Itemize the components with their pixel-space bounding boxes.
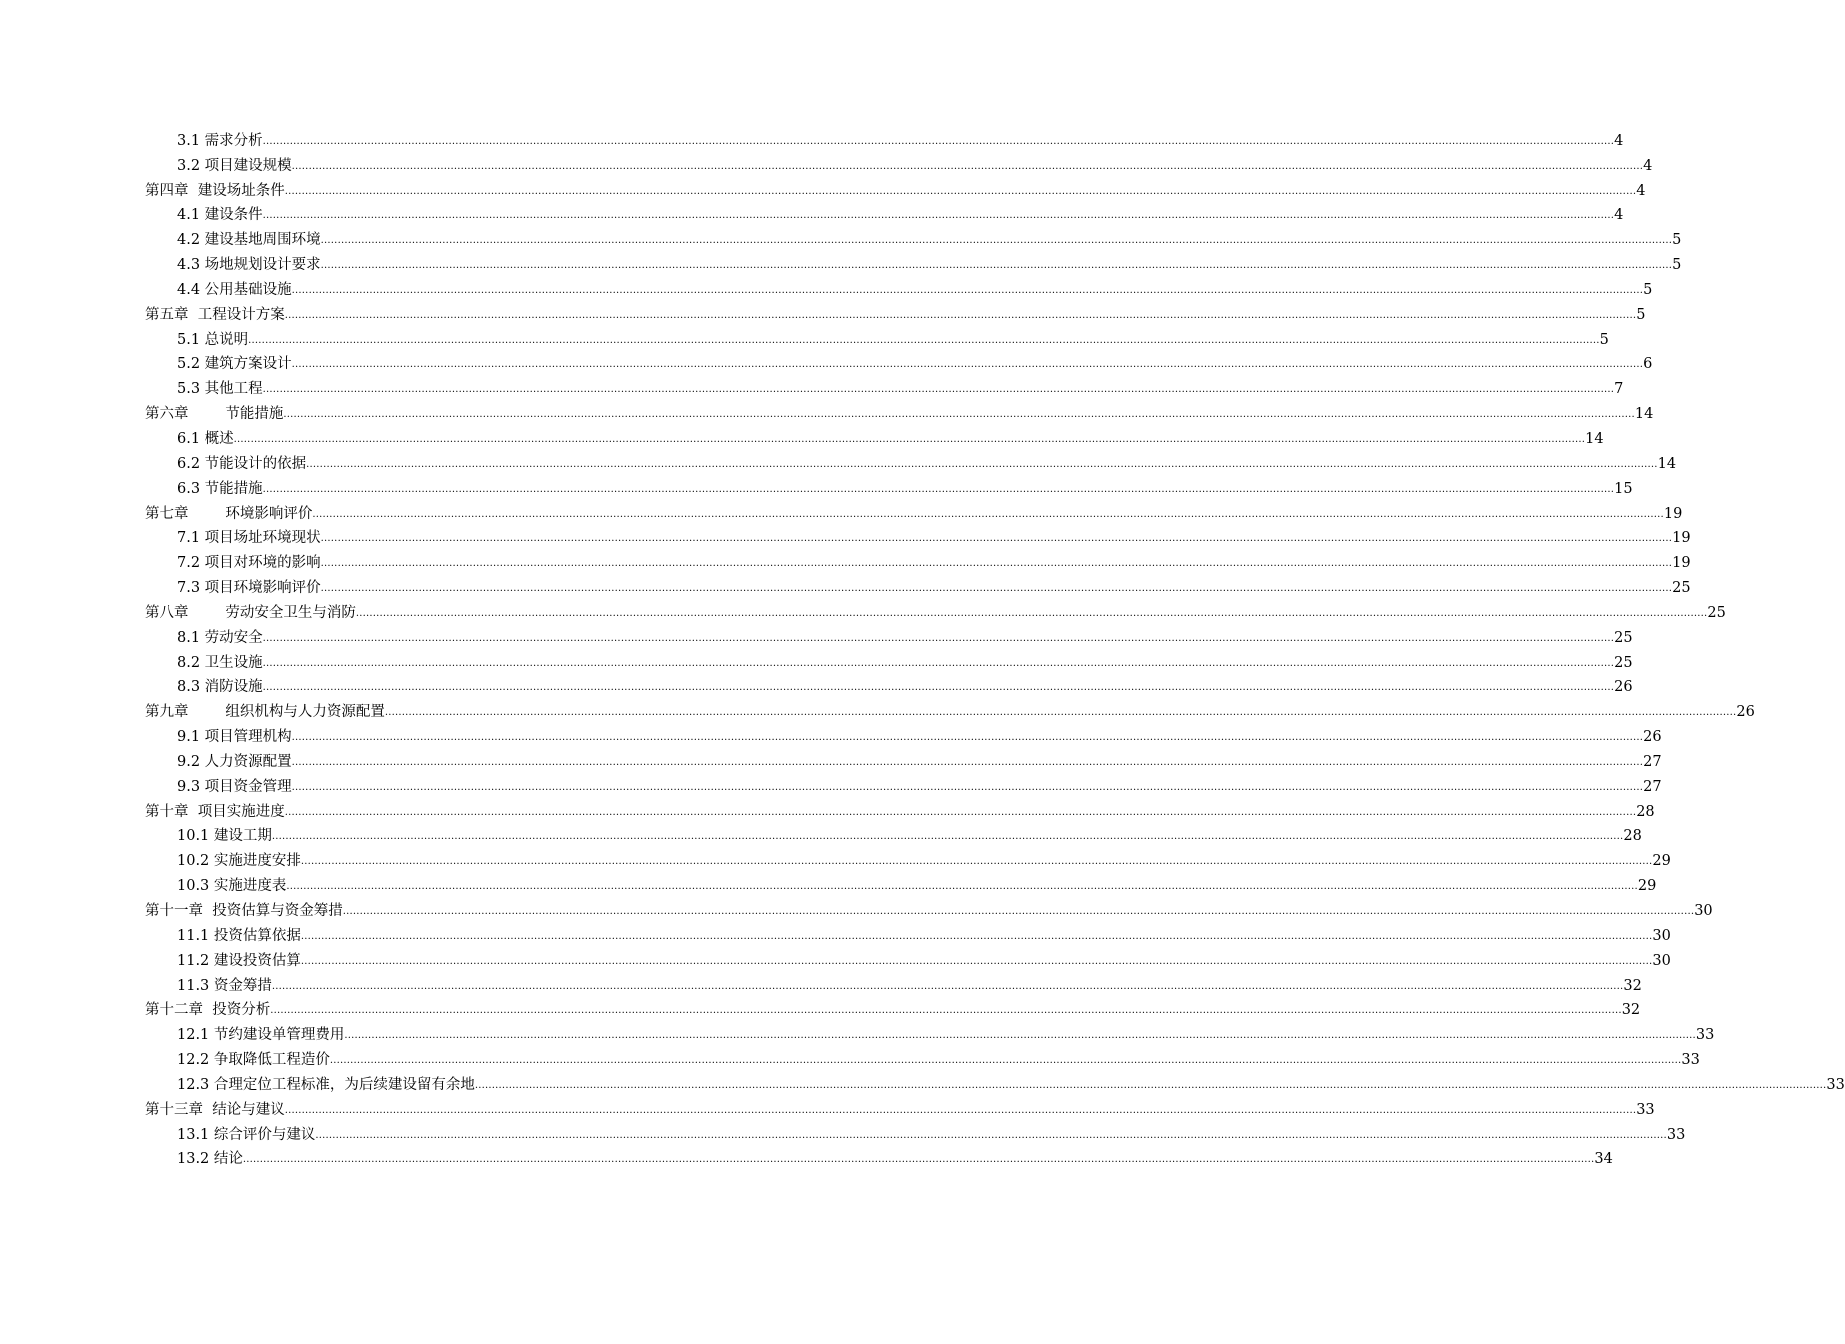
toc-page-number: 14 — [1634, 406, 1654, 423]
toc-entry-title: 8.1 劳动安全 — [177, 629, 263, 646]
toc-page-number: 29 — [1637, 878, 1657, 895]
toc-dot-leader: ................................................................................................................................................................................................................................................................................................................................................................................................................ — [233, 433, 1586, 445]
toc-page-number: 5 — [1643, 281, 1653, 298]
toc-dot-leader: ................................................................................................................................................................................................................................................................................................................................................................................................................ — [284, 309, 1637, 321]
toc-section-entry[interactable] — [145, 373, 1624, 398]
toc-dot-leader: ................................................................................................................................................................................................................................................................................................................................................................................................................ — [262, 632, 1615, 644]
toc-section-entry[interactable] — [145, 845, 1671, 870]
toc-chapter-entry[interactable] — [145, 1094, 1655, 1119]
toc-page-number: 33 — [1636, 1101, 1655, 1118]
toc-section-entry[interactable] — [145, 125, 1624, 150]
toc-dot-leader: ................................................................................................................................................................................................................................................................................................................................................................................................................ — [300, 930, 1653, 942]
toc-entry-title: 第八章 劳动安全卫生与消防 — [145, 604, 356, 621]
toc-dot-leader: ................................................................................................................................................................................................................................................................................................................................................................................................................ — [262, 384, 1615, 396]
toc-entry-title: 第九章 组织机构与人力资源配置 — [145, 704, 385, 721]
toc-page-number: 25 — [1672, 580, 1691, 597]
toc-page-number: 27 — [1643, 778, 1662, 795]
toc-page-number: 19 — [1672, 555, 1691, 572]
toc-chapter-entry[interactable] — [145, 597, 1726, 622]
toc-section-entry[interactable] — [145, 448, 1677, 473]
toc-dot-leader: ................................................................................................................................................................................................................................................................................................................................................................................................................ — [312, 508, 1664, 520]
toc-entry-title: 10.2 实施进度安排 — [177, 853, 301, 870]
toc-entry-title: 第四章 建设场址条件 — [145, 182, 285, 199]
toc-dot-leader: ................................................................................................................................................................................................................................................................................................................................................................................................................ — [320, 235, 1673, 247]
toc-chapter-entry[interactable] — [145, 299, 1646, 324]
toc-entry-title: 13.2 结论 — [177, 1151, 243, 1168]
toc-dot-leader: ................................................................................................................................................................................................................................................................................................................................................................................................................ — [270, 1005, 1622, 1017]
toc-page-number: 28 — [1636, 803, 1655, 820]
toc-page-number: 26 — [1614, 679, 1633, 696]
toc-page-number: 14 — [1657, 455, 1677, 472]
toc-page-number: 4 — [1643, 157, 1653, 174]
toc-dot-leader: ................................................................................................................................................................................................................................................................................................................................................................................................................ — [284, 185, 1637, 197]
toc-dot-leader: ................................................................................................................................................................................................................................................................................................................................................................................................................ — [291, 732, 1644, 744]
toc-page-number: 30 — [1694, 903, 1713, 919]
toc-dot-leader: ................................................................................................................................................................................................................................................................................................................................................................................................................ — [300, 955, 1653, 967]
toc-section-entry[interactable] — [145, 1044, 1700, 1069]
toc-dot-leader: ................................................................................................................................................................................................................................................................................................................................................................................................................ — [291, 359, 1644, 371]
toc-entry-title: 9.2 人力资源配置 — [177, 753, 292, 770]
toc-entry-title: 第十二章 投资分析 — [145, 1002, 271, 1019]
toc-section-entry[interactable] — [145, 274, 1653, 299]
toc-section-entry[interactable] — [145, 771, 1662, 796]
toc-page-number: 33 — [1681, 1052, 1700, 1069]
toc-chapter-entry[interactable] — [145, 498, 1683, 523]
toc-entry-title: 第七章 环境影响评价 — [145, 505, 313, 522]
toc-section-entry[interactable] — [145, 970, 1642, 995]
toc-section-entry[interactable] — [145, 547, 1691, 572]
toc-entry-title: 7.3 项目环境影响评价 — [177, 580, 321, 597]
toc-entry-title: 第六章 节能措施 — [145, 406, 284, 423]
toc-chapter-entry[interactable] — [145, 696, 1755, 721]
toc-entry-title: 6.2 节能设计的依据 — [177, 455, 307, 472]
toc-entry-title: 5.3 其他工程 — [177, 381, 263, 398]
toc-entry-title: 8.3 消防设施 — [177, 679, 263, 696]
toc-section-entry[interactable] — [145, 572, 1691, 597]
toc-page-number: 29 — [1652, 853, 1671, 870]
toc-entry-title: 7.1 项目场址环境现状 — [177, 530, 321, 547]
toc-entry-title: 5.2 建筑方案设计 — [177, 356, 292, 373]
toc-entry-title: 9.3 项目资金管理 — [177, 778, 292, 795]
toc-entry-title: 第十一章 投资估算与资金筹措 — [145, 903, 343, 919]
toc-dot-leader: ................................................................................................................................................................................................................................................................................................................................................................................................................ — [284, 806, 1637, 818]
toc-dot-leader: ................................................................................................................................................................................................................................................................................................................................................................................................................ — [271, 831, 1624, 843]
toc-section-entry[interactable] — [145, 349, 1653, 374]
toc-chapter-entry[interactable] — [145, 796, 1655, 821]
toc-section-entry[interactable] — [145, 1069, 1845, 1094]
toc-section-entry[interactable] — [145, 647, 1633, 672]
toc-section-entry[interactable] — [145, 1144, 1613, 1169]
toc-page-number: 4 — [1636, 182, 1646, 199]
toc-page-number: 19 — [1663, 505, 1683, 522]
toc-dot-leader: ................................................................................................................................................................................................................................................................................................................................................................................................................ — [262, 682, 1615, 694]
toc-dot-leader: ................................................................................................................................................................................................................................................................................................................................................................................................................ — [242, 1154, 1595, 1166]
toc-dot-leader: ................................................................................................................................................................................................................................................................................................................................................................................................................ — [329, 1055, 1682, 1067]
toc-entry-title: 8.2 卫生设施 — [177, 654, 263, 671]
toc-entry-title: 10.1 建设工期 — [177, 828, 272, 845]
toc-dot-leader: ................................................................................................................................................................................................................................................................................................................................................................................................................ — [291, 160, 1644, 172]
toc-dot-leader: ................................................................................................................................................................................................................................................................................................................................................................................................................ — [291, 284, 1644, 296]
toc-page-number: 33 — [1695, 1027, 1715, 1044]
toc-page-number: 4 — [1614, 207, 1624, 224]
toc-page-number: 30 — [1652, 952, 1671, 969]
toc-entry-title: 13.1 综合评价与建议 — [177, 1126, 316, 1143]
toc-dot-leader: ................................................................................................................................................................................................................................................................................................................................................................................................................ — [291, 756, 1644, 768]
toc-dot-leader: ................................................................................................................................................................................................................................................................................................................................................................................................................ — [262, 657, 1615, 669]
toc-page-number: 5 — [1672, 232, 1682, 249]
toc-section-entry[interactable] — [145, 1019, 1715, 1044]
toc-dot-leader: ................................................................................................................................................................................................................................................................................................................................................................................................................ — [344, 1030, 1696, 1042]
toc-page-number: 15 — [1614, 480, 1633, 497]
toc-section-entry[interactable] — [145, 249, 1682, 274]
toc-page-number: 33 — [1666, 1126, 1686, 1143]
toc-dot-leader: ................................................................................................................................................................................................................................................................................................................................................................................................................ — [283, 409, 1635, 421]
toc-entry-title: 11.2 建设投资估算 — [177, 952, 301, 969]
toc-section-entry[interactable] — [145, 672, 1633, 697]
toc-dot-leader: ................................................................................................................................................................................................................................................................................................................................................................................................................ — [271, 980, 1624, 992]
toc-dot-leader: ................................................................................................................................................................................................................................................................................................................................................................................................................ — [262, 483, 1615, 495]
toc-section-entry[interactable] — [145, 224, 1682, 249]
toc-entry-title: 6.1 概述 — [177, 430, 234, 447]
toc-section-entry[interactable] — [145, 473, 1633, 498]
toc-section-entry[interactable] — [145, 523, 1691, 548]
toc-section-entry[interactable] — [145, 423, 1604, 448]
toc-page-number: 34 — [1594, 1151, 1613, 1168]
toc-entry-title: 7.2 项目对环境的影响 — [177, 555, 321, 572]
toc-page-number: 26 — [1643, 729, 1662, 746]
toc-entry-title: 6.3 节能措施 — [177, 480, 263, 497]
toc-entry-title: 11.1 投资估算依据 — [177, 927, 301, 944]
toc-dot-leader: ................................................................................................................................................................................................................................................................................................................................................................................................................ — [474, 1079, 1827, 1091]
toc-page-number: 32 — [1621, 1002, 1641, 1019]
toc-dot-leader: ................................................................................................................................................................................................................................................................................................................................................................................................................ — [384, 707, 1737, 719]
toc-page-number: 19 — [1672, 530, 1691, 547]
toc-dot-leader: ................................................................................................................................................................................................................................................................................................................................................................................................................ — [262, 135, 1615, 147]
toc-page-number: 7 — [1614, 381, 1624, 398]
toc-dot-leader: ................................................................................................................................................................................................................................................................................................................................................................................................................ — [291, 781, 1644, 793]
table-of-contents — [145, 125, 1845, 1168]
toc-entry-title: 12.2 争取降低工程造价 — [177, 1052, 330, 1069]
toc-chapter-entry[interactable] — [145, 175, 1646, 200]
toc-entry-title: 9.1 项目管理机构 — [177, 729, 292, 746]
toc-dot-leader: ................................................................................................................................................................................................................................................................................................................................................................................................................ — [262, 210, 1615, 222]
toc-dot-leader: ................................................................................................................................................................................................................................................................................................................................................................................................................ — [320, 260, 1673, 272]
toc-page-number: 25 — [1614, 629, 1633, 646]
toc-page-number: 6 — [1643, 356, 1653, 373]
toc-dot-leader: ................................................................................................................................................................................................................................................................................................................................................................................................................ — [286, 881, 1638, 893]
toc-page-number: 27 — [1643, 753, 1662, 770]
toc-entry-title: 第五章 工程设计方案 — [145, 306, 285, 323]
toc-page-number: 32 — [1623, 977, 1642, 994]
toc-page-number: 33 — [1826, 1076, 1845, 1093]
toc-dot-leader: ................................................................................................................................................................................................................................................................................................................................................................................................................ — [248, 334, 1600, 346]
toc-dot-leader: ................................................................................................................................................................................................................................................................................................................................................................................................................ — [355, 607, 1708, 619]
toc-section-entry[interactable] — [145, 945, 1671, 970]
toc-section-entry[interactable] — [145, 721, 1662, 746]
toc-dot-leader: ................................................................................................................................................................................................................................................................................................................................................................................................................ — [320, 533, 1673, 545]
toc-dot-leader: ................................................................................................................................................................................................................................................................................................................................................................................................................ — [315, 1129, 1667, 1141]
toc-page-number: 30 — [1652, 927, 1671, 944]
toc-chapter-entry[interactable] — [145, 398, 1654, 423]
toc-entry-title: 4.2 建设基地周围环境 — [177, 232, 321, 249]
toc-section-entry[interactable] — [145, 622, 1633, 647]
toc-section-entry[interactable] — [145, 746, 1662, 771]
toc-page-number: 4 — [1614, 132, 1624, 149]
toc-dot-leader: ................................................................................................................................................................................................................................................................................................................................................................................................................ — [320, 583, 1673, 595]
toc-dot-leader: ................................................................................................................................................................................................................................................................................................................................................................................................................ — [342, 906, 1695, 917]
toc-entry-title: 11.3 资金筹措 — [177, 977, 272, 994]
toc-section-entry[interactable] — [145, 150, 1653, 175]
toc-page-number: 5 — [1599, 331, 1609, 348]
toc-dot-leader: ................................................................................................................................................................................................................................................................................................................................................................................................................ — [284, 1104, 1637, 1116]
toc-dot-leader: ................................................................................................................................................................................................................................................................................................................................................................................................................ — [306, 458, 1658, 470]
toc-section-entry[interactable] — [145, 821, 1642, 846]
toc-page-number: 25 — [1614, 654, 1633, 671]
toc-entry-title: 第十章 项目实施进度 — [145, 803, 285, 820]
toc-dot-leader: ................................................................................................................................................................................................................................................................................................................................................................................................................ — [320, 558, 1673, 570]
toc-entry-title: 10.3 实施进度表 — [177, 878, 287, 895]
toc-entry-title: 12.1 节约建设单管理费用 — [177, 1027, 345, 1044]
toc-entry-title: 3.1 需求分析 — [177, 132, 263, 149]
toc-page-number: 28 — [1623, 828, 1642, 845]
toc-entry-title: 3.2 项目建设规模 — [177, 157, 292, 174]
toc-section-entry[interactable] — [145, 324, 1609, 349]
toc-section-entry[interactable] — [145, 200, 1624, 225]
toc-section-entry[interactable] — [145, 1119, 1686, 1144]
toc-chapter-entry[interactable] — [145, 895, 1713, 920]
toc-entry-title: 4.4 公用基础设施 — [177, 281, 292, 298]
toc-entry-title: 第十三章 结论与建议 — [145, 1101, 285, 1118]
toc-chapter-entry[interactable] — [145, 995, 1641, 1020]
toc-page-number: 25 — [1707, 604, 1726, 621]
toc-section-entry[interactable] — [145, 920, 1671, 945]
toc-entry-title: 4.3 场地规划设计要求 — [177, 257, 321, 274]
toc-entry-title: 12.3 合理定位工程标准，为后续建设留有余地 — [177, 1076, 475, 1093]
toc-entry-title: 5.1 总说明 — [177, 331, 249, 348]
toc-section-entry[interactable] — [145, 870, 1657, 895]
toc-page-number: 26 — [1736, 704, 1755, 721]
toc-page-number: 14 — [1585, 430, 1604, 447]
toc-page-number: 5 — [1636, 306, 1646, 323]
toc-entry-title: 4.1 建设条件 — [177, 207, 263, 224]
toc-dot-leader: ................................................................................................................................................................................................................................................................................................................................................................................................................ — [300, 856, 1653, 868]
toc-page-number: 5 — [1672, 257, 1682, 274]
